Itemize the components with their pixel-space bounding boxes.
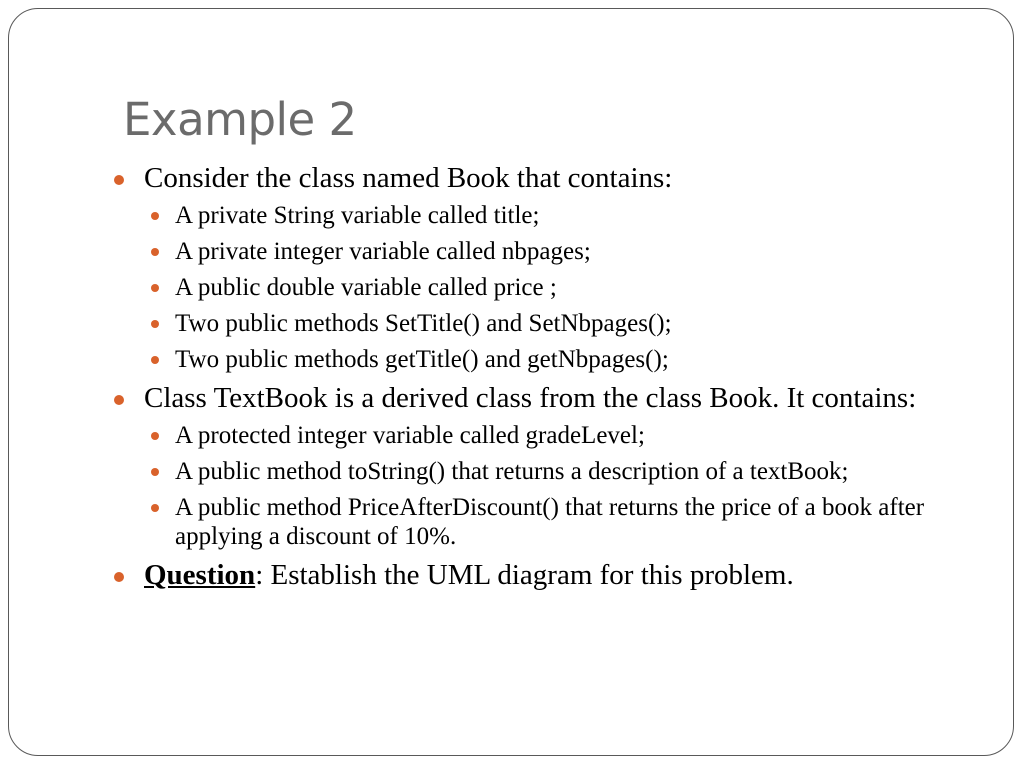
sub-bullet [114,237,964,266]
bullet-book-class [114,162,964,195]
sub-bullet-text: A public method PriceAfterDiscount() that returns the price of a book after applying a discount of 10%. [175,494,925,550]
bullet-dot-icon [151,356,159,364]
bullet-dot-icon [151,212,159,220]
bullet-text: Class TextBook is a derived class from the class Book. It contains: [144,382,917,414]
bullet-dot-icon [114,395,124,405]
sub-bullet-text: A private String variable called title; [175,202,540,229]
sub-bullet [114,345,964,374]
bullet-dot-icon [151,320,159,328]
slide-title: Example 2 [123,93,357,146]
sub-bullet [114,421,964,450]
bullet-textbook-class [114,382,964,415]
sub-bullet [114,201,964,230]
bullet-dot-icon [151,284,159,292]
bullet-dot-icon [151,248,159,256]
bullet-question [114,559,964,592]
question-label: Question [144,559,256,591]
sub-bullet [114,309,964,338]
bullet-dot-icon [151,468,159,476]
question-text: : Establish the UML diagram for this problem. [255,559,794,591]
sub-bullet-text: A public method toString() that returns a description of a textBook; [175,458,849,485]
sub-bullet-text: A protected integer variable called gradeLevel; [175,422,645,449]
bullet-text: Consider the class named Book that contains: [144,162,673,194]
slide-body [114,162,964,598]
sub-bullet-text: A public double variable called price ; [175,274,557,301]
bullet-dot-icon [151,504,159,512]
sub-bullet-text: Two public methods SetTitle() and SetNbpages(); [175,310,672,337]
bullet-dot-icon [114,572,124,582]
sub-bullet [114,273,964,302]
bullet-dot-icon [114,175,124,185]
sub-bullet [114,457,964,486]
sub-bullet-text: A private integer variable called nbpages; [175,238,591,265]
bullet-dot-icon [151,432,159,440]
sub-bullet [114,493,964,551]
sub-bullet-text: Two public methods getTitle() and getNbpages(); [175,346,669,373]
